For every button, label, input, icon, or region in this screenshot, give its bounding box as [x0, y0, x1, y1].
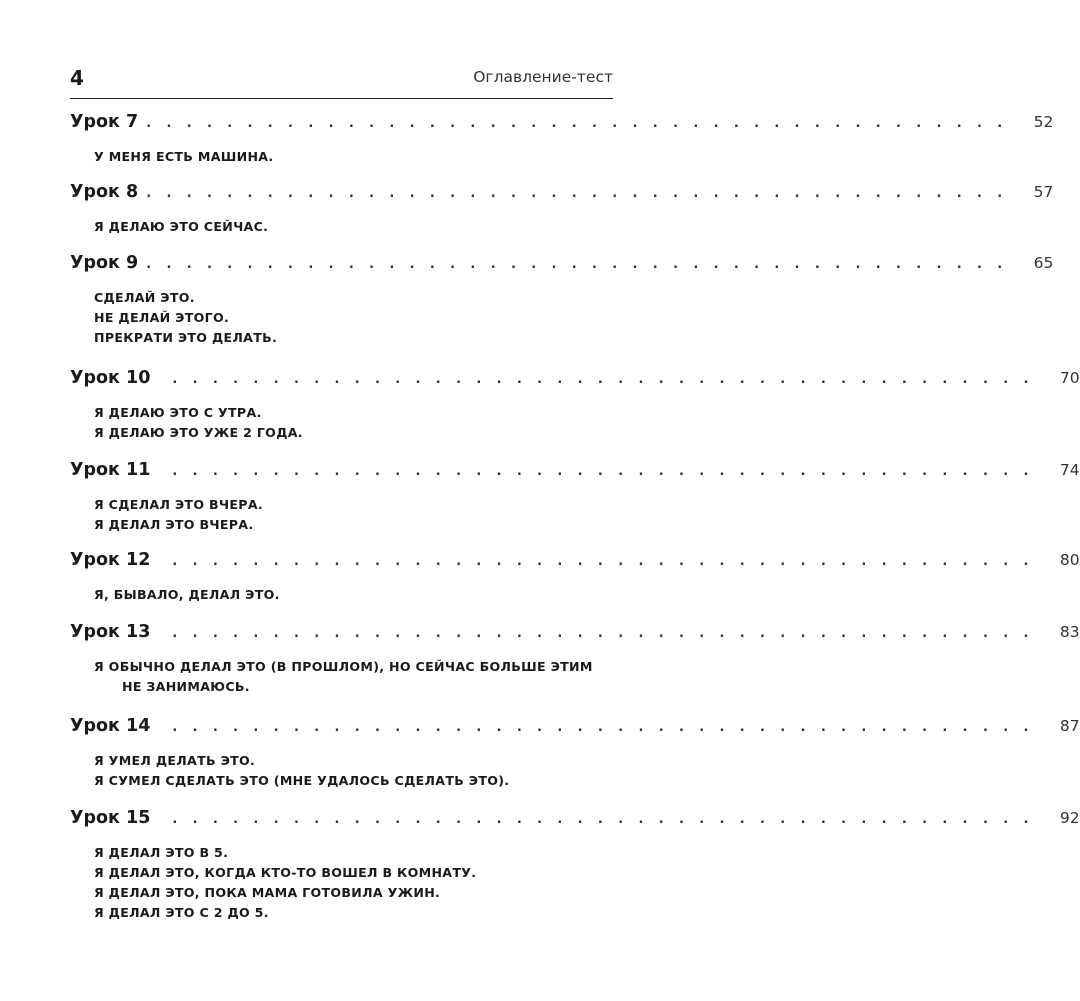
- dot-leader: . . . . . . . . . . . . . . . . . . . . . . . . . . . . . . . . . . . . . . . . . . .: [146, 257, 1008, 272]
- phrase-line: Я СУМЕЛ СДЕЛАТЬ ЭТО (МНЕ УДАЛОСЬ СДЕЛАТЬ ЭТО).: [94, 773, 510, 788]
- dot-leader: . . . . . . . . . . . . . . . . . . . . . . . . . . . . . . . . . . . . . . . . . . .: [146, 116, 1008, 131]
- phrase-line: Я ДЕЛАЛ ЭТО, КОГДА КТО-ТО ВОШЕЛ В КОМНАТУ.: [94, 865, 477, 880]
- toc-entry-lesson-10: [70, 368, 1080, 443]
- lesson-title: Урок 13: [70, 622, 151, 642]
- dot-leader: . . . . . . . . . . . . . . . . . . . . . . . . . . . . . . . . . . . . . . . . . . .: [172, 372, 1034, 387]
- page-reference: 80: [1059, 551, 1080, 569]
- page-reference: 92: [1059, 809, 1080, 827]
- lesson-title: Урок 12: [70, 550, 151, 570]
- page-reference: 65: [1033, 254, 1054, 272]
- phrase-line: НЕ ЗАНИМАЮСЬ.: [122, 679, 250, 694]
- phrase-line: ПРЕКРАТИ ЭТО ДЕЛАТЬ.: [94, 330, 278, 345]
- phrase-line: Я ДЕЛАЛ ЭТО В 5.: [94, 845, 229, 860]
- toc-entry-lesson-9: [70, 253, 1054, 348]
- toc-entry-lesson-12: [70, 550, 1080, 605]
- phrase-line: Я ДЕЛАЛ ЭТО ВЧЕРА.: [94, 517, 254, 532]
- phrase-line: НЕ ДЕЛАЙ ЭТОГО.: [94, 310, 230, 325]
- toc-entry-lesson-7: [70, 112, 1054, 167]
- dot-leader: . . . . . . . . . . . . . . . . . . . . . . . . . . . . . . . . . . . . . . . . . . .: [172, 812, 1034, 827]
- page-reference: 83: [1059, 623, 1080, 641]
- toc-entry-lesson-8: [70, 182, 1054, 237]
- page-reference: 70: [1059, 369, 1080, 387]
- lesson-title: Урок 15: [70, 808, 151, 828]
- phrase-line: Я ДЕЛАЮ ЭТО С УТРА.: [94, 405, 262, 420]
- toc-entry-lesson-11: [70, 460, 1080, 535]
- dot-leader: . . . . . . . . . . . . . . . . . . . . . . . . . . . . . . . . . . . . . . . . . . .: [172, 464, 1034, 479]
- phrase-line: Я СДЕЛАЛ ЭТО ВЧЕРА.: [94, 497, 263, 512]
- phrase-line: Я ДЕЛАЮ ЭТО УЖЕ 2 ГОДА.: [94, 425, 303, 440]
- phrase-line: СДЕЛАЙ ЭТО.: [94, 290, 195, 305]
- phrase-line: Я ДЕЛАЛ ЭТО, ПОКА МАМА ГОТОВИЛА УЖИН.: [94, 885, 441, 900]
- toc-entry-lesson-14: [70, 716, 1080, 791]
- lesson-title: Урок 7: [70, 112, 139, 132]
- page-reference: 52: [1033, 113, 1054, 131]
- phrase-line: Я УМЕЛ ДЕЛАТЬ ЭТО.: [94, 753, 256, 768]
- phrase-line: Я ДЕЛАЛ ЭТО С 2 ДО 5.: [94, 905, 269, 920]
- dot-leader: . . . . . . . . . . . . . . . . . . . . . . . . . . . . . . . . . . . . . . . . . . .: [172, 554, 1034, 569]
- phrase-line: Я ОБЫЧНО ДЕЛАЛ ЭТО (В ПРОШЛОМ), НО СЕЙЧАС БОЛЬШЕ ЭТИМ: [94, 659, 593, 674]
- lesson-title: Урок 11: [70, 460, 151, 480]
- page-header: [70, 62, 613, 99]
- page-reference: 74: [1059, 461, 1080, 479]
- lesson-title: Урок 14: [70, 716, 151, 736]
- lesson-title: Урок 10: [70, 368, 151, 388]
- dot-leader: . . . . . . . . . . . . . . . . . . . . . . . . . . . . . . . . . . . . . . . . . . .: [172, 626, 1034, 641]
- toc-entry-lesson-15: [70, 808, 1080, 923]
- dot-leader: . . . . . . . . . . . . . . . . . . . . . . . . . . . . . . . . . . . . . . . . . . .: [172, 720, 1034, 735]
- phrase-line: Я, БЫВАЛО, ДЕЛАЛ ЭТО.: [94, 587, 280, 602]
- dot-leader: . . . . . . . . . . . . . . . . . . . . . . . . . . . . . . . . . . . . . . . . . . .: [146, 186, 1008, 201]
- toc-entry-lesson-13: [70, 622, 1080, 697]
- phrase-line: У МЕНЯ ЕСТЬ МАШИНА.: [94, 149, 274, 164]
- phrase-line: Я ДЕЛАЮ ЭТО СЕЙЧАС.: [94, 219, 269, 234]
- page-reference: 87: [1059, 717, 1080, 735]
- running-title: Оглавление-тест: [473, 68, 613, 86]
- lesson-title: Урок 8: [70, 182, 139, 202]
- page-number: 4: [70, 66, 84, 90]
- lesson-title: Урок 9: [70, 253, 139, 273]
- page-reference: 57: [1033, 183, 1054, 201]
